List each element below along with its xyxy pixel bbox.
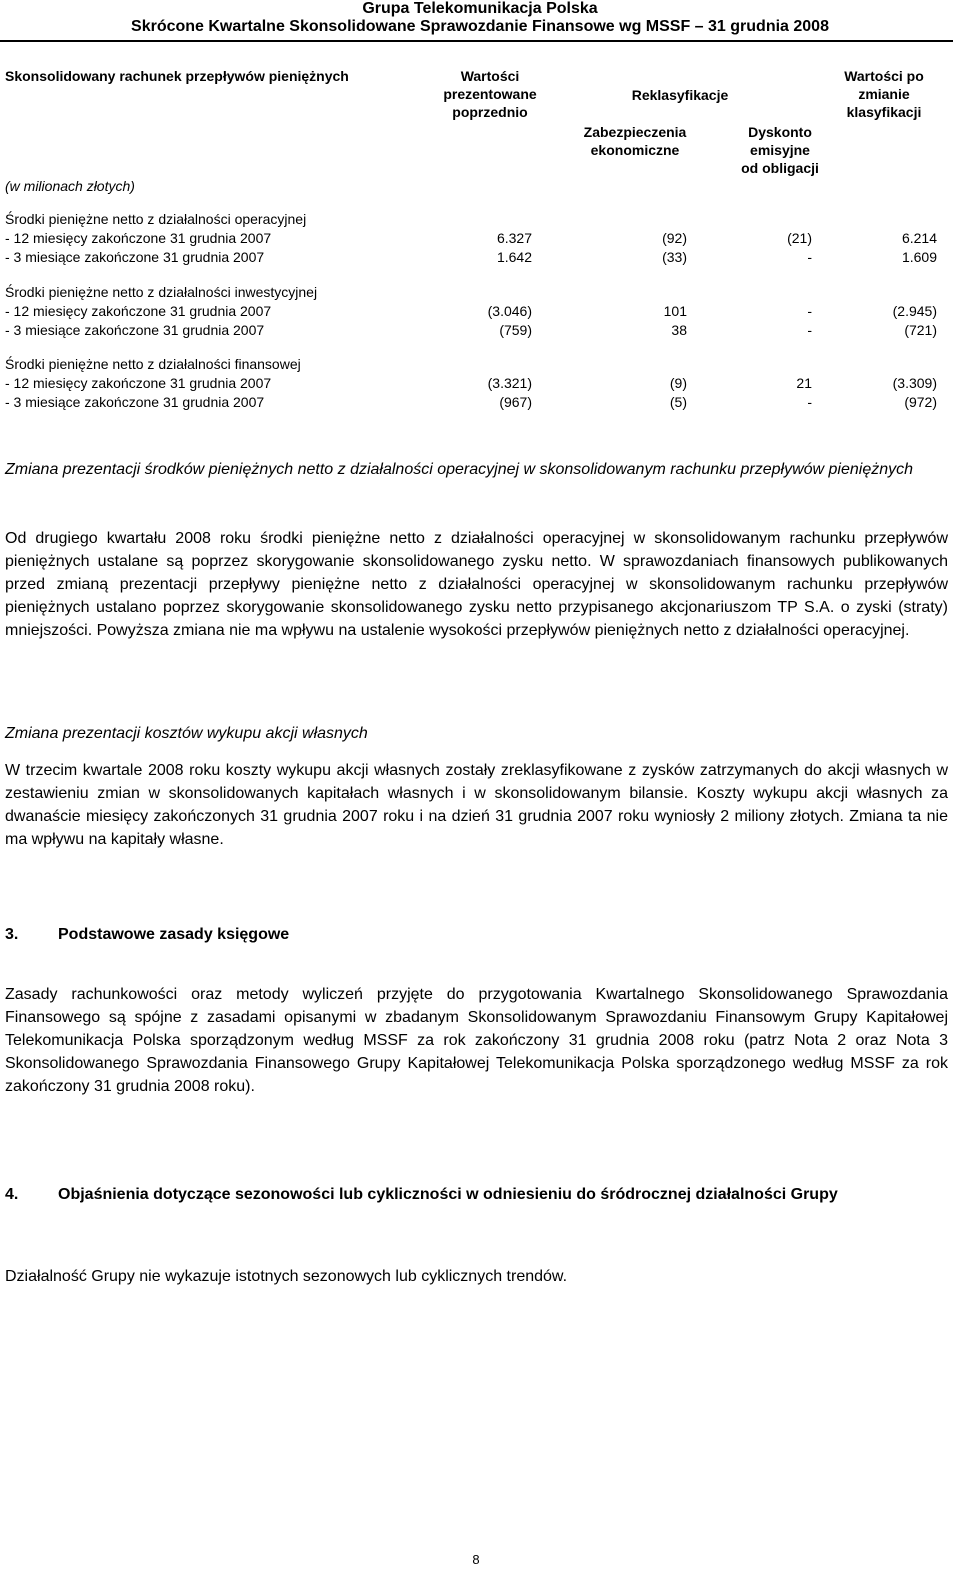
cell-after: (2.945): [892, 303, 937, 319]
section-3-title: Podstawowe zasady księgowe: [58, 926, 290, 943]
cell-hedge: 38: [671, 322, 687, 338]
table-row-label: - 3 miesiące zakończone 31 grudnia 2007: [5, 322, 265, 338]
header-rule: [0, 40, 953, 42]
section-investing-title: Środki pieniężne netto z działalności inwestycyjnej: [5, 284, 318, 300]
change-buyback-heading: Zmiana prezentacji kosztów wykupu akcji własnych: [5, 725, 368, 742]
section-3-body: Zasady rachunkowości oraz metody wyliczeń przyjęte do przygotowania Kwartalnego Skonsolidowanego Sprawozdania Finansowego są spójne z zasadami opisanymi w zbadanym Skonsolidowanym Sprawozdaniu Finansowym Grupy Kapitałowej Telekomunikacja Polska sporządzonym według MSSF za rok zakończony 31 grudnia 2008 roku (patrz Nota 2 oraz Nota 3 Skonsolidowanego Sprawozdania Finansowego Grupy Kapitałowej Telekomunikacja Polska sporządzonego według MSSF za rok zakończony 31 grudnia 2008 roku).: [5, 986, 948, 1095]
cell-after: (972): [904, 394, 937, 410]
col-hedges-header: Zabezpieczenia ekonomiczne: [583, 124, 687, 158]
cell-after: (721): [904, 322, 937, 338]
cell-discount: (21): [787, 230, 812, 246]
cell-prev: 1.642: [496, 249, 532, 265]
section-financing-title: Środki pieniężne netto z działalności finansowej: [5, 356, 301, 372]
table-row-label: - 12 miesięcy zakończone 31 grudnia 2007: [5, 230, 272, 246]
section-operating-title: Środki pieniężne netto z działalności operacyjnej: [5, 211, 307, 227]
cell-prev: (967): [499, 394, 532, 410]
col-previous-header: Wartości prezentowane poprzednio: [443, 68, 537, 120]
cell-discount: -: [807, 249, 812, 265]
table-title: Skonsolidowany rachunek przepływów pieniężnych: [5, 68, 349, 84]
cell-prev: (759): [499, 322, 532, 338]
cell-prev: (3.321): [487, 375, 532, 391]
table-row-label: - 3 miesiące zakończone 31 grudnia 2007: [5, 394, 265, 410]
cell-discount: -: [807, 322, 812, 338]
cell-discount: -: [807, 394, 812, 410]
change-buyback-body: W trzecim kwartale 2008 roku koszty wykupu akcji własnych zostały zreklasyfikowane z zysków zatrzymanych do akcji własnych w zestawieniu zmian w skonsolidowanych kapitałach własnych i w skonsolidowanym bilansie. Koszty wykupu akcji własnych za dwanaście miesięcy zakończonych 31 grudnia 2007 roku i na dzień 31 grudnia 2007 roku wyniosły 2 miliony złotych. Zmiana ta nie ma wpływu na kapitały własne.: [5, 762, 948, 848]
cell-hedge: (33): [662, 249, 687, 265]
cell-after: (3.309): [892, 375, 937, 391]
cell-hedge: 101: [663, 303, 687, 319]
change-operating-heading: Zmiana prezentacji środków pieniężnych netto z działalności operacyjnej w skonsolidowanym rachunku przepływów pieniężnych: [5, 461, 914, 478]
table-row-label: - 12 miesięcy zakończone 31 grudnia 2007: [5, 303, 272, 319]
cell-discount: 21: [796, 375, 812, 391]
cell-after: 1.609: [901, 249, 937, 265]
col-reclass-header: Reklasyfikacje: [631, 87, 729, 103]
cell-discount: -: [807, 303, 812, 319]
col-after-header: Wartości po zmianie klasyfikacji: [844, 68, 924, 120]
cell-hedge: (92): [662, 230, 687, 246]
col-discount-header: Dyskonto emisyjne od obligacji: [741, 124, 819, 176]
cell-after: 6.214: [901, 230, 937, 246]
table-unit: (w milionach złotych): [5, 178, 135, 194]
cell-hedge: (5): [669, 394, 687, 410]
cell-prev: 6.327: [496, 230, 532, 246]
cell-hedge: (9): [669, 375, 687, 391]
change-operating-body: Od drugiego kwartału 2008 roku środki pieniężne netto z działalności operacyjnej w skonsolidowanym rachunku przepływów pieniężnych ustalane są poprzez skorygowanie skonsolidowanego zysku netto. W sprawozdaniach finansowych publikowanych przed zmianą prezentacji przepływy pieniężne netto z działalności operacyjnej w skonsolidowanym rachunku przepływów pieniężnych ustalano poprzez skorygowanie skonsolidowanego zysku netto przypisanego akcjonariuszom TP S.A. o zyski (straty) mniejszości. Powyższa zmiana nie ma wpływu na ustalenie wysokości przepływów pieniężnych netto z działalności operacyjnej.: [5, 530, 948, 639]
table-row-label: - 12 miesięcy zakończone 31 grudnia 2007: [5, 375, 272, 391]
company-name: Grupa Telekomunikacja Polska: [362, 0, 598, 17]
section-4-number: 4.: [5, 1186, 19, 1203]
table-row-label: - 3 miesiące zakończone 31 grudnia 2007: [5, 249, 265, 265]
section-3-number: 3.: [5, 926, 19, 943]
cell-prev: (3.046): [487, 303, 532, 319]
section-4-body: Działalność Grupy nie wykazuje istotnych sezonowych lub cyklicznych trendów.: [5, 1268, 568, 1285]
page-number: 8: [472, 1552, 480, 1567]
report-title: Skrócone Kwartalne Skonsolidowane Sprawozdanie Finansowe wg MSSF – 31 grudnia 2008: [131, 18, 829, 35]
section-4-title: Objaśnienia dotyczące sezonowości lub cykliczności w odniesieniu do śródrocznej działalności Grupy: [58, 1186, 838, 1203]
